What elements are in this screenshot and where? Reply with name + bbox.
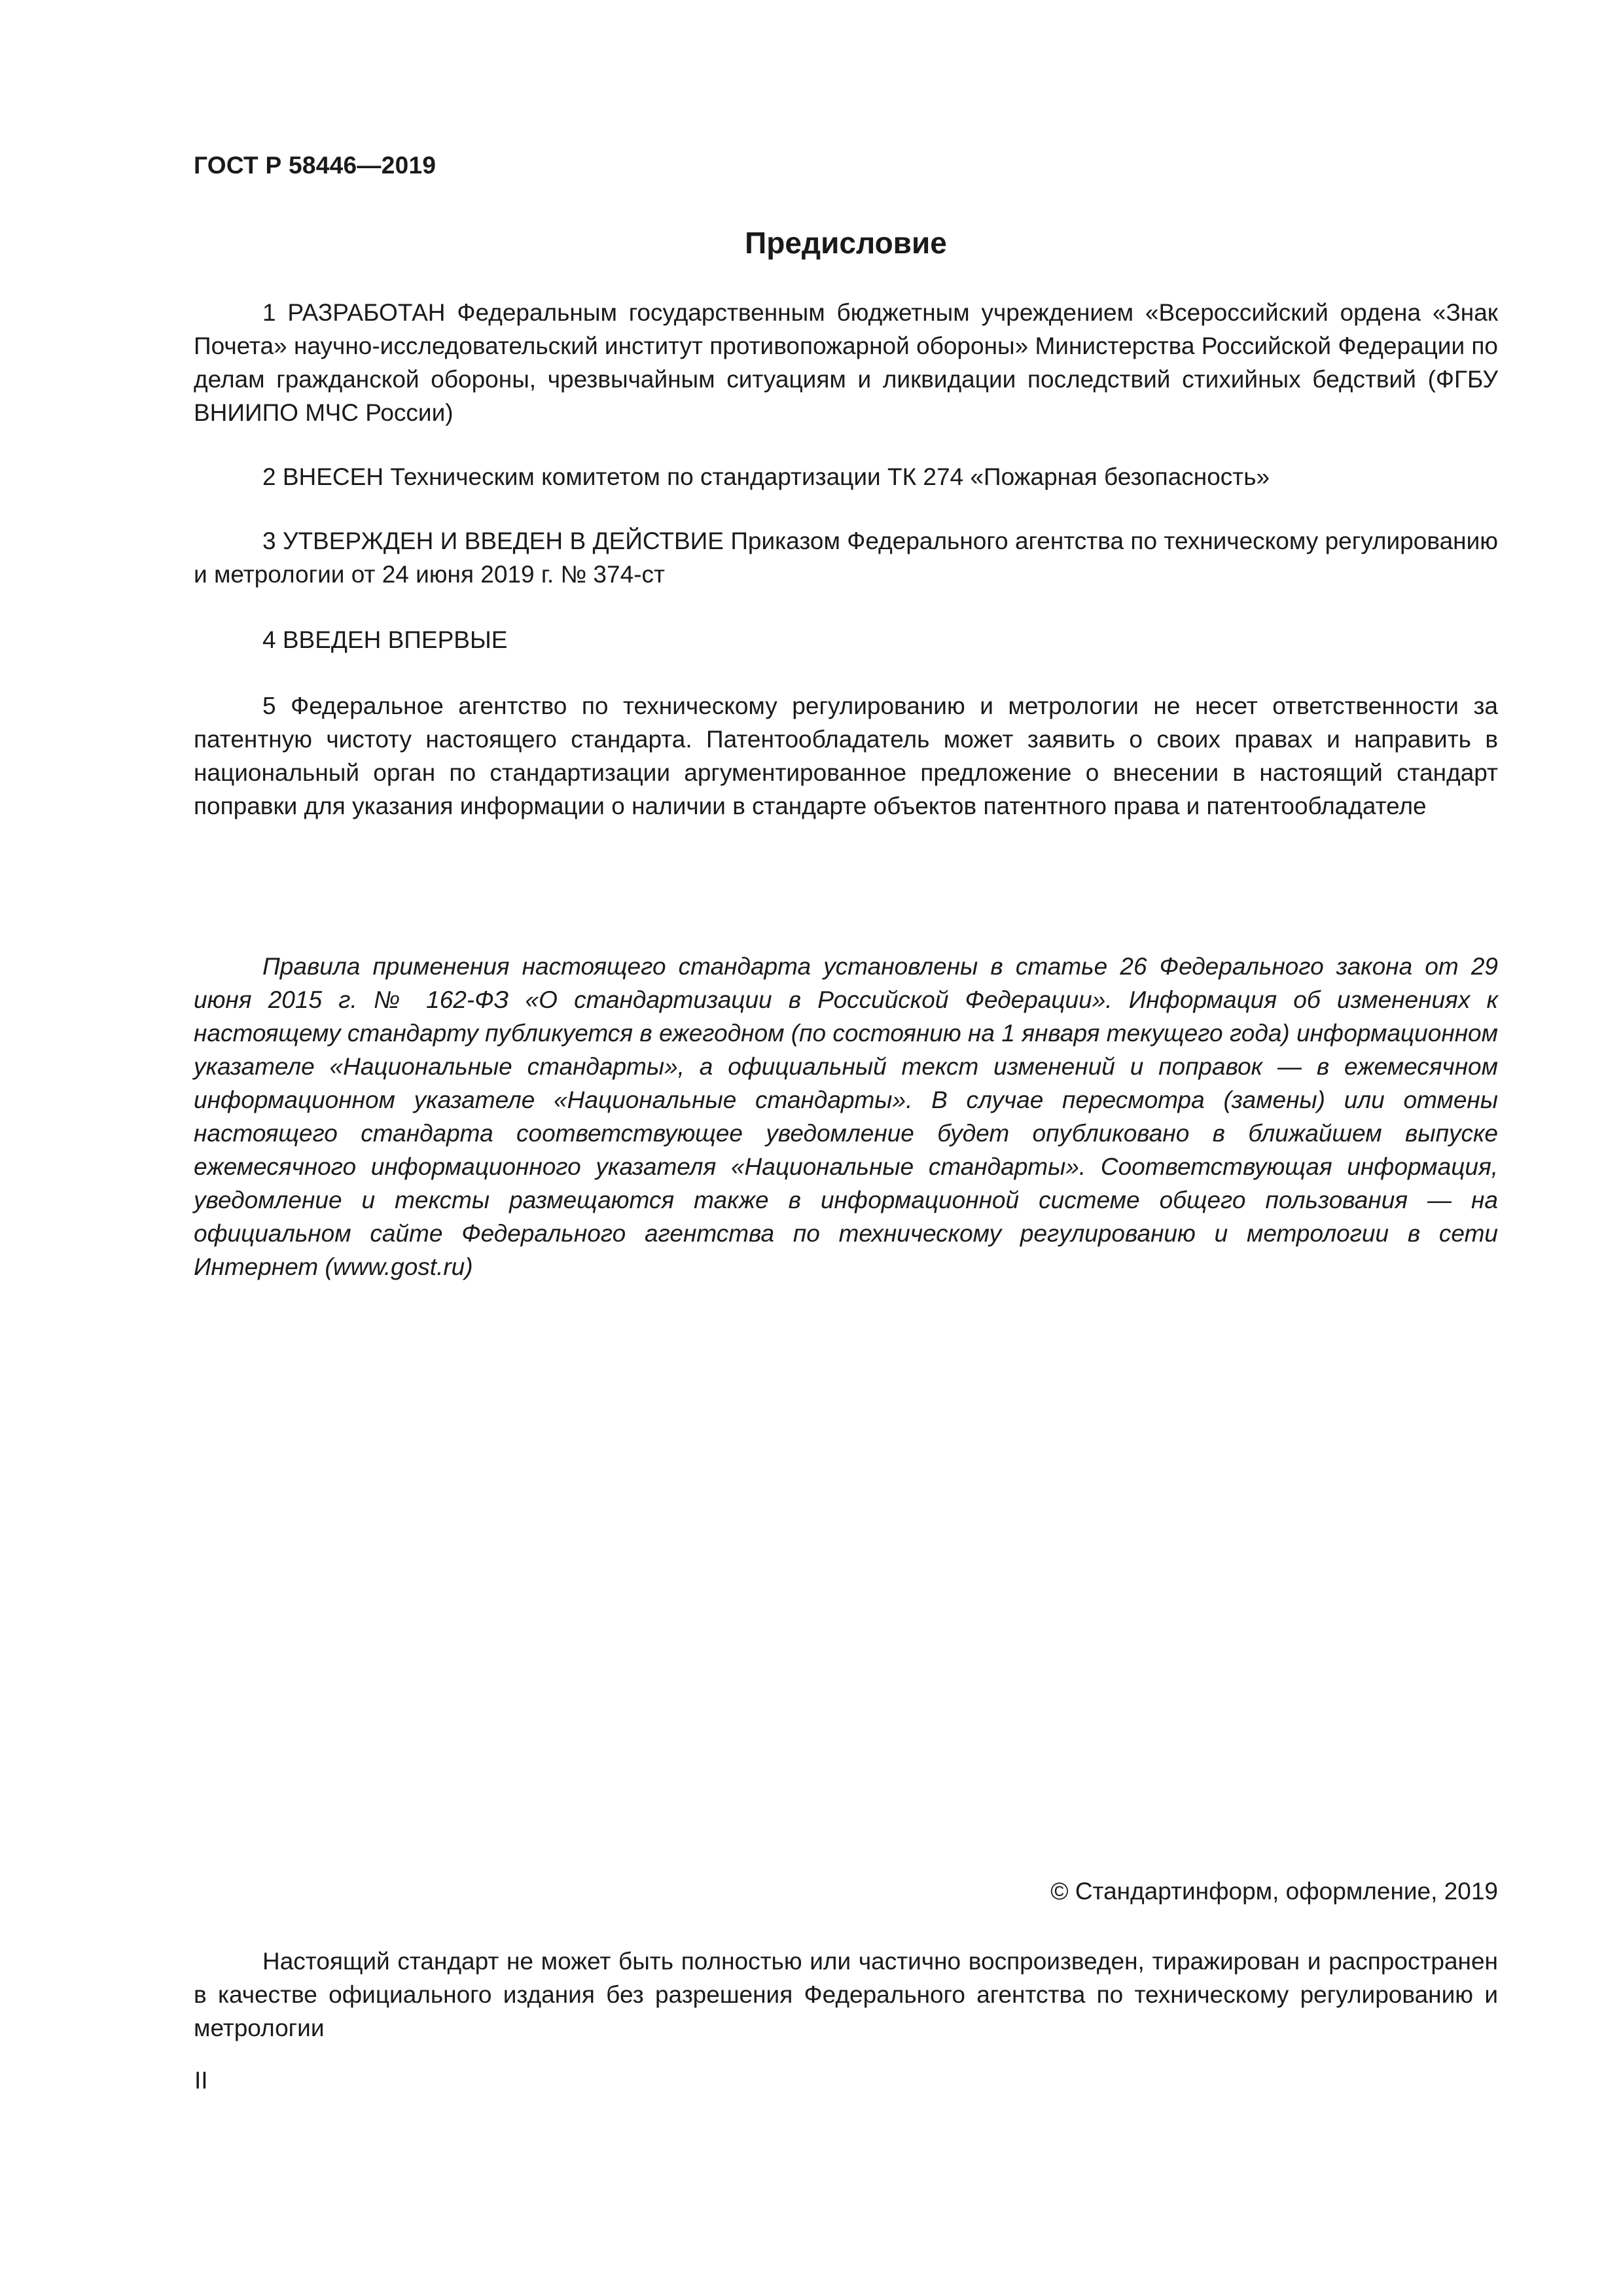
foreword-item-approved: 3 УТВЕРЖДЕН И ВВЕДЕН В ДЕЙСТВИЕ Приказом Федерального агентства по техническому регулированию и метрологии от 24 июня 2019 г. № 374-ст (194, 528, 1498, 588)
foreword-item-developed: 1 РАЗРАБОТАН Федеральным государственным бюджетным учреждением «Всероссийский ордена «Знак Почета» научно-исследовательский институт противопожарной обороны» Министерства Российской Федерации по делам гражданской обороны, чрезвычайным ситуациям и ликвидации последствий стихийных бедствий (ФГБУ ВНИИПО МЧС России) (194, 299, 1499, 426)
reproduction-restriction-note: Настоящий стандарт не может быть полностью или частично воспроизведен, тиражирован и распространен в качестве официального издания без разрешения Федерального агентства по техническому регулированию и метрологии (194, 1948, 1498, 2041)
rules-of-application-note: Правила применения настоящего стандарта установлены в статье 26 Федерального закона от 29 июня 2015 г. № 162-ФЗ «О стандартизации в Российской Федерации». Информация об изменениях к настоящему стандарту публикуется в ежегодном (по состоянию на 1 января текущего года) информационном указателе «Национальные стандарты», а официальный текст изменений и поправок — в ежемесячном информационном указателе «Национальные стандарты». В случае пересмотра (замены) или отмены настоящего стандарта соответствующее уведомление будет опубликовано в ближайшем выпуске ежемесячного информационного указателя «Национальные стандарты». Соответствующая информация, уведомление и тексты размещаются также в информационной системе общего пользования — на официальном сайте Федерального агентства по техническому регулированию и метрологии в сети Интернет (www.gost.ru) (194, 953, 1498, 1280)
page-title: Предисловие (745, 226, 947, 260)
page-number: II (194, 2067, 208, 2094)
foreword-item-introduced: 2 ВНЕСЕН Техническим комитетом по стандартизации ТК 274 «Пожарная безопасность» (262, 463, 1270, 490)
copyright-line: © Стандартинформ, оформление, 2019 (1050, 1878, 1498, 1905)
document-code: ГОСТ Р 58446—2019 (194, 152, 437, 179)
foreword-item-patent: 5 Федеральное агентство по техническому регулированию и метрологии не несет ответственности за патентную чистоту настоящего стандарта. Патентообладатель может заявить о своих правах и направить в национальный орган по стандартизации аргументированное предложение о внесении в настоящий стандарт поправки для указания информации о наличии в стандарте объектов патентного права и патентообладателе (194, 692, 1498, 819)
foreword-item-first-time: 4 ВВЕДЕН ВПЕРВЫЕ (262, 626, 508, 653)
